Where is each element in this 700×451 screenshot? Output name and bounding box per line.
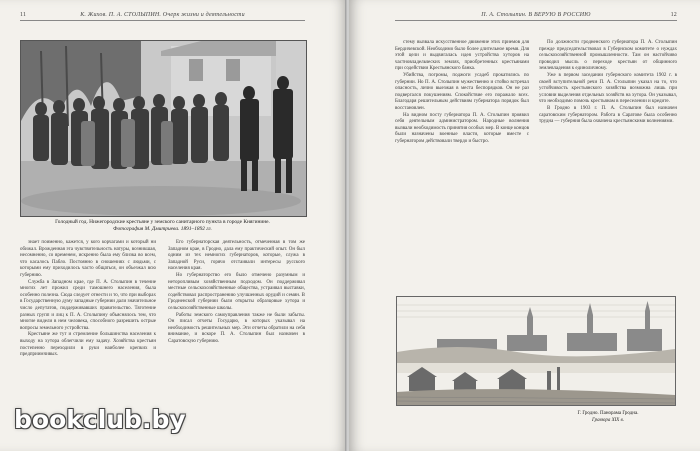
bookclub-watermark bbox=[14, 405, 186, 434]
left-col2-paragraph: Работы земского самоуправления также не были забыты. Он писал отчеты Государю, в которых указывал на необходимость решительных мер. Эти отчеты обратили на себя внимание, и вскоре П. А. Столыпин был назначен в Саратовскую губернию. bbox=[168, 312, 305, 344]
photo-caption-text: Голодный год. Нижегородские крестьяне у земского санитарного пункта в городе Княгинине. bbox=[55, 219, 270, 225]
left-page bbox=[0, 0, 347, 451]
engraving-caption bbox=[539, 410, 677, 424]
right-col2-paragraph: По должности гродненского губернатора П. А. Столыпин прежде председательствовал в Губернском комитете о нуждах сельскохозяйственной промышленности. Там он настойчиво проводил мысль о переходе крестьян от общинного землевладения к единоличному. bbox=[539, 40, 677, 72]
engraving-credit: Гравюра XIX в. bbox=[591, 418, 625, 423]
right-col2-paragraph: В Гродно в 1903 г. П. А. Столыпин был назначен саратовским губернатором. Работа в Саратове была особенно трудна — губерния была охвачена крестьянскими волнениями. bbox=[539, 105, 677, 125]
right-running-head-text: П. А. Столыпин. В ВЕРУЮ В РОССИЮ bbox=[481, 12, 591, 18]
right-page-number: 12 bbox=[670, 12, 677, 18]
right-running-head bbox=[395, 12, 677, 21]
grodno-engraving-image bbox=[397, 297, 675, 405]
left-column-2 bbox=[168, 240, 305, 440]
grodno-engraving bbox=[396, 296, 676, 406]
left-col2-paragraph: Его губернаторская деятельность, отмеченная в том же Западном крае, в Гродно, дала ему практический опыт. Он был одним из тех немногих губернаторов, которые, служа в Западной Руси, горячо отстаивали интересы русского населения края. bbox=[168, 240, 305, 272]
left-col2-paragraph: Но губернаторство его было отмечено разумным и неторопливым хозяйственным подходом. Он поддерживал местные сельскохозяйственные общества, устраивал выставки, содействовал распространению улучшенных орудий и семян. В Гродненской губернии были открыты образцовые хутора и сельскохозяйственные школы. bbox=[168, 272, 305, 311]
left-col1-paragraph: Крестьяне же тут и стремление большинства населения к выходу на хутора облегчили ему задачу. Хозяйства крестьян постепенно переходили в руки наиболее крепких и предприимчивых. bbox=[20, 332, 156, 358]
right-col1-paragraph: Убийства, погромы, поджоги усадеб прокатились по губернии. Но П. А. Столыпин мужественно и стойко встречал опасность, лично выезжая в места беспорядков. Он не раз подвергался покушениям. Спокойствие его поражало всех. Благодаря решительным действиям губернатора порядок был восстановлен. bbox=[395, 72, 529, 111]
right-col2-paragraph: Уже в первом заседании губернского комитета 1902 г. в своей вступительной речи П. А. Столыпин указал на то, что устойчивость крестьянского хозяйства возможна лишь при условии выделения отдельных хозяйств на хутора. Он указывал, что необходимо помочь крестьянам в переселении и кредите. bbox=[539, 72, 677, 105]
famine-photo bbox=[20, 40, 307, 217]
right-column-2 bbox=[539, 40, 677, 290]
right-col1-paragraph: стему вызвала искусственное движение этих приемов для Бердичевской. Необходимо было более длительное время. Для этой цели и выдвигалась идея устройства хуторов на частновладельческих землях, приобретенных крестьянами при содействии Крестьянского банка. bbox=[395, 40, 529, 72]
left-running-head-text: К. Жихов. П. А. СТОЛЫПИН. Очерк жизни и деятельности bbox=[80, 12, 245, 18]
right-column-1 bbox=[395, 40, 529, 290]
left-page-number: 11 bbox=[20, 12, 27, 18]
engraving-caption-text: Г. Гродно. Панорама Гродна. bbox=[577, 411, 639, 416]
famine-photo-image bbox=[21, 41, 306, 216]
left-col1-paragraph: Служба в Западном крае, где П. А. Столыпин в течение многих лет прожил среди тамошнего населения, была особенно полезна. Сюда следует отнести и то, что при выборах в Государственную думу западные губернии дали значительное число депутатов, поддерживавших правительство. Тяготение разных групп и лиц к П. А. Столыпину объяснялось тем, что многие видели в нем человека, способного разрешить острые вопросы земельного устройства. bbox=[20, 279, 156, 331]
right-col1-paragraph: На видном посту губернатора П. А. Столыпин проявил себя деятельным администратором. Народные волнения вызвали необходимость принятия особых мер. В конце концов были назначены военные власти, которые вместе с губернатором действовали твердо и быстро. bbox=[395, 112, 529, 144]
left-col1-paragraph: знает поименно, кажется, у кого корчагами и который ни обижал. Врожденная эта чувствительность натуры, возникшая, несомненно, со временем, искренно была ему близка во всем, что касалось Пабло. Постоянно в сношениях с людьми, с которыми ему приходилось часто общаться, он объезжал всю губернию. bbox=[20, 240, 156, 278]
photo-credit: Фотография М. Дмитриева. 1891–1892 гг. bbox=[113, 226, 212, 232]
watermark-text: bookclub.by bbox=[14, 405, 186, 434]
left-running-head bbox=[20, 12, 305, 21]
photo-caption bbox=[22, 219, 303, 233]
